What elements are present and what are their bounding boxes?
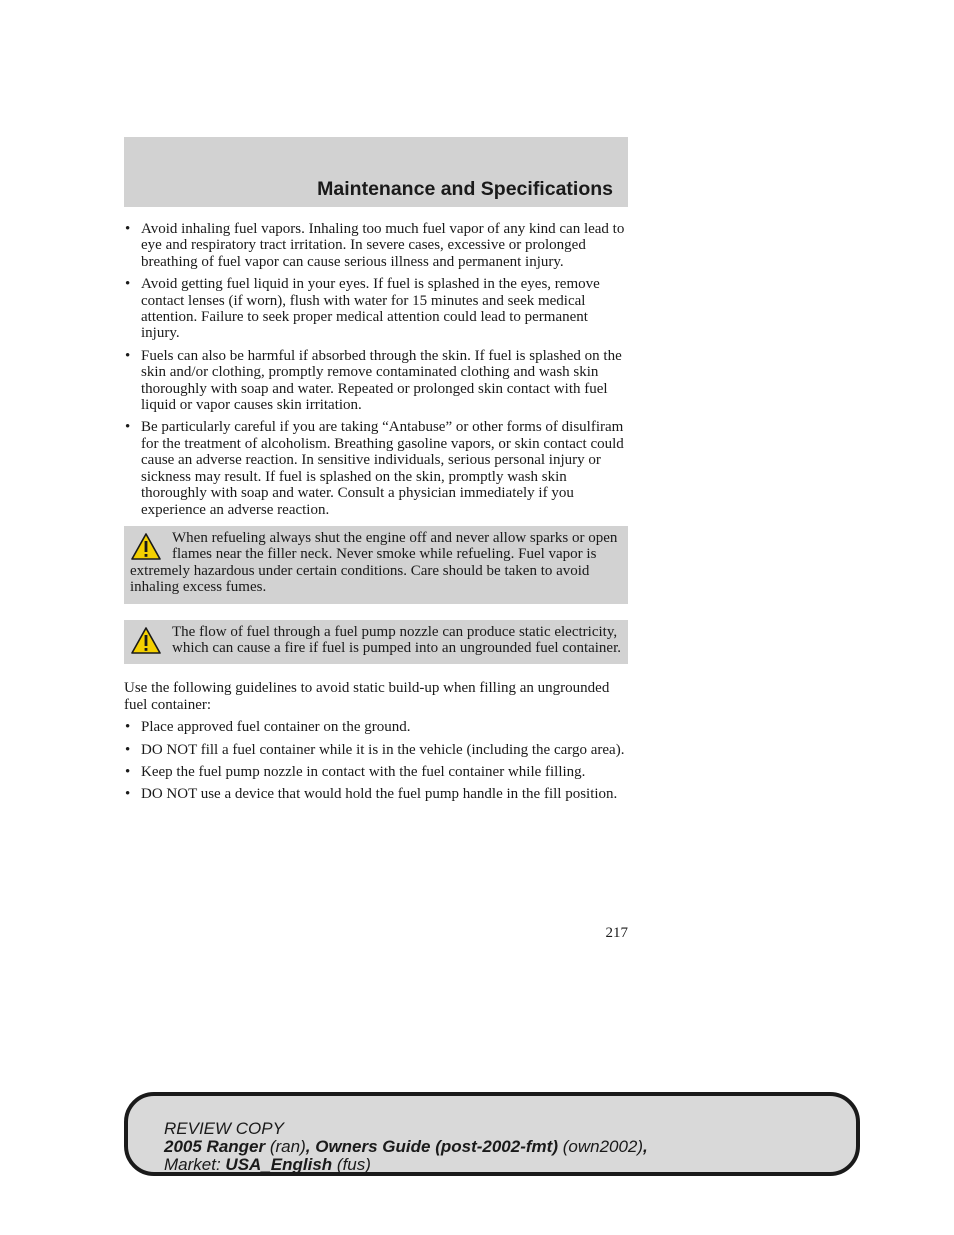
list-item: [124, 786, 628, 802]
review-model-code: (ran): [269, 1137, 306, 1156]
review-market: USA_English: [225, 1155, 333, 1174]
bullet-mark: •: [125, 276, 131, 293]
guidelines-bullet-list: [124, 719, 628, 803]
bullet-mark: •: [125, 763, 131, 780]
list-item-text: Keep the fuel pump nozzle in contact with the fuel container while filling.: [141, 763, 586, 780]
list-item-text: Fuels can also be harmful if absorbed through the skin. If fuel is splashed on the skin and/or clothing, promptly remove contaminated clothing and wash skin thoroughly with soap and water. Repeated or prolonged skin contact with fuel liquid or vapor causes skin irritation.: [141, 347, 622, 414]
review-separator: ,: [643, 1137, 648, 1156]
section-header-band: [124, 137, 628, 207]
review-model: 2005 Ranger: [164, 1137, 266, 1156]
review-market-label: Market:: [164, 1155, 221, 1174]
guidelines-intro: Use the following guidelines to avoid static build-up when filling an ungrounded fuel container:: [124, 680, 610, 713]
review-market-code: (fus): [336, 1155, 371, 1174]
review-guide-line: [164, 1138, 648, 1156]
bullet-mark: •: [125, 741, 131, 758]
bullet-mark: •: [125, 221, 131, 237]
page-number: 217: [605, 925, 628, 941]
review-separator: ,: [305, 1137, 316, 1156]
bullet-mark: •: [125, 719, 131, 736]
list-item: [124, 719, 628, 735]
bullet-mark: •: [125, 786, 131, 803]
review-guide-code: (own2002): [562, 1137, 644, 1156]
list-item: [124, 419, 628, 517]
list-item-text: DO NOT use a device that would hold the fuel pump handle in the fill position.: [141, 786, 618, 803]
list-item: [124, 221, 628, 270]
section-title: Maintenance and Specifications: [317, 178, 613, 200]
review-copy-text: [164, 1120, 648, 1174]
list-item: [124, 742, 628, 758]
list-item: [124, 348, 628, 414]
warning-text: When refueling always shut the engine off and never allow sparks or open flames near the filler neck. Never smoke while refueling. Fuel vapor is extremely hazardous under certain conditions. Care should be taken to avoid inhaling excess fumes.: [130, 529, 618, 596]
review-copy-label: REVIEW COPY: [164, 1119, 284, 1138]
review-guide: Owners Guide (post-2002-fmt): [315, 1137, 558, 1156]
list-item: [124, 276, 628, 342]
bullet-mark: •: [125, 347, 131, 364]
list-item-text: Avoid inhaling fuel vapors. Inhaling too much fuel vapor of any kind can lead to eye and respiratory tract irritation. In severe cases, excessive or prolonged breathing of fuel vapor can cause serious illness and permanent injury.: [141, 221, 625, 270]
list-item: [124, 764, 628, 780]
list-item-text: DO NOT fill a fuel container while it is in the vehicle (including the cargo area).: [141, 741, 625, 758]
safety-bullet-list: [124, 221, 628, 518]
review-copy-box: [124, 1092, 860, 1176]
list-item-text: Avoid getting fuel liquid in your eyes. If fuel is splashed in the eyes, remove contact lenses (if worn), flush with water for 15 minutes and seek medical attention. Failure to seek proper medical attention could lead to permanent injury.: [141, 276, 600, 342]
list-item-text: Place approved fuel container on the ground.: [141, 719, 411, 736]
warning-triangle-icon: [130, 532, 162, 562]
warning-text: The flow of fuel through a fuel pump nozzle can produce static electricity, which can cause a fire if fuel is pumped into an ungrounded fuel container.: [172, 623, 622, 656]
list-item-text: Be particularly careful if you are taking “Antabuse” or other forms of disulfiram for the treatment of alcoholism. Breathing gasoline vapors, or skin contact could cause an adverse reaction. In sensitive individuals, serious personal injury or sickness may result. If fuel is splashed on the skin, promptly wash skin thoroughly with soap and water. Consult a physician immediately if you experience an adverse reaction.: [141, 419, 624, 518]
page-content: [124, 221, 628, 809]
bullet-mark: •: [125, 419, 131, 436]
warning-triangle-icon: [130, 626, 162, 656]
warning-box: [124, 620, 628, 665]
warning-box: [124, 526, 628, 604]
review-market-line: [164, 1156, 648, 1174]
